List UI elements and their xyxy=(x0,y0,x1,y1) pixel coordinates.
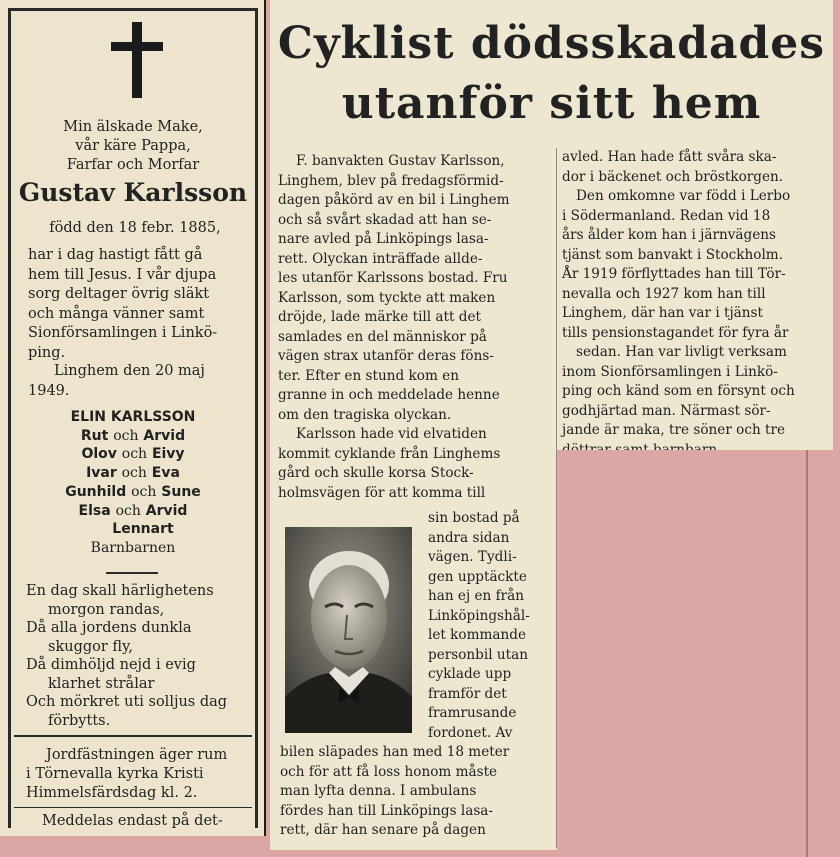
family-single: Lennart xyxy=(112,521,174,538)
article-line: i Södermanland. Redan vid 18 xyxy=(562,207,771,224)
poem-line: klarhet strålar xyxy=(48,675,155,692)
obituary-body xyxy=(28,246,240,364)
article-line: han ej en från xyxy=(428,588,525,604)
widow-name: ELIN KARLSSON xyxy=(70,409,196,425)
short-divider xyxy=(106,572,158,574)
article-column-1 xyxy=(278,152,510,503)
article-line: les utanför Karlssons bostad. Fru xyxy=(278,270,508,286)
article-line: man lyfta denna. I ambulans xyxy=(280,783,477,799)
poem-line: Då alla jordens dunkla xyxy=(26,620,192,636)
notice-line: Meddelas endast på det- xyxy=(42,813,223,829)
article-line: tills pensionstagandet för fyra år xyxy=(562,324,789,341)
body-line: sorg deltager övrig släkt xyxy=(28,286,210,303)
body-line: Sionförsamlingen i Linkö- xyxy=(28,325,218,342)
place-date-line: Linghem den 20 maj xyxy=(54,363,205,379)
grandchildren: Barnbarnen xyxy=(90,539,176,556)
funeral-line: Himmelsfärdsdag kl. 2. xyxy=(26,785,198,801)
funeral-notice xyxy=(26,746,248,803)
article-line: cyklade upp xyxy=(428,666,512,682)
article-line: gård och skulle korsa Stock- xyxy=(278,465,474,481)
poem-line: En dag skall härlighetens xyxy=(26,583,214,599)
article-line: nare avled på Linköpings lasa- xyxy=(278,231,489,247)
article-line: rett, där han senare på dagen xyxy=(280,822,486,838)
article-line: vägen. Tydli- xyxy=(428,549,517,565)
body-line: hem till Jesus. I vår djupa xyxy=(28,266,217,283)
family-pair: Gunhild och Sune xyxy=(65,483,201,500)
article-line: dor i bäckenet och bröstkorgen. xyxy=(562,168,784,185)
obituary-clipping xyxy=(0,0,266,836)
family-pair: Rut och Arvid xyxy=(80,427,186,444)
article-line: ter. Efter en stund kom en xyxy=(278,367,459,384)
article-line: dröjde, lade märke till att det xyxy=(278,309,481,325)
article-line: avled. Han hade fått svåra ska- xyxy=(562,149,777,165)
headline-line: Cyklist dödsskadades xyxy=(277,18,826,69)
article-line: vägen strax utanför deras föns- xyxy=(278,348,494,364)
funeral-line: Jordfästningen äger rum xyxy=(46,747,228,763)
article-line: samlades en del människor på xyxy=(278,328,487,345)
body-line: har i dag hastigt fått gå xyxy=(28,247,203,263)
article-line: Den omkomne var född i Lerbo xyxy=(576,188,791,204)
body-line: och många vänner samt xyxy=(28,305,205,322)
article-column-1-bottom xyxy=(280,743,509,841)
article-line: Karlsson, som tyckte att maken xyxy=(278,289,496,306)
deceased-name: Gustav Karlsson xyxy=(18,178,248,207)
article-line: granne in och meddelade henne xyxy=(278,387,500,403)
long-divider xyxy=(14,735,252,737)
article-line: framför det xyxy=(428,685,507,702)
article-line: ping och känd som en försynt och xyxy=(562,383,795,399)
headline-line: utanför sitt hem xyxy=(341,78,762,129)
intro-line: Farfar och Morfar xyxy=(66,157,200,173)
long-divider xyxy=(14,807,252,808)
place-date-line: 1949. xyxy=(28,382,70,399)
article-line: godhjärtad man. Närmast sör- xyxy=(562,402,771,419)
family-pair: Ivar och Eva xyxy=(86,465,180,482)
poem xyxy=(26,582,248,730)
place-date xyxy=(28,362,240,401)
birth-date: född den 18 febr. 1885, xyxy=(49,220,221,236)
article-line: Linghem, där han var i tjänst xyxy=(562,305,763,321)
article-line: År 1919 förflyttades han till Tör- xyxy=(562,266,786,282)
poem-line: förbytts. xyxy=(48,712,111,729)
article-line: och så svårt skadad att han se- xyxy=(278,211,492,228)
article-line: inom Sionförsamlingen i Linkö- xyxy=(562,363,778,380)
article-line: Linköpingshål- xyxy=(428,607,530,624)
article-line: F. banvakten Gustav Karlsson, xyxy=(296,153,505,169)
article-line: holmsvägen för att komma till xyxy=(278,484,486,501)
article-column-2 xyxy=(562,148,795,460)
poem-line: Då dimhöljd nejd i evig xyxy=(26,657,196,673)
body-line: ping. xyxy=(28,344,66,361)
article-line: års ålder kom han i järnvägens xyxy=(562,227,776,243)
article-line: och för att få loss honom måste xyxy=(280,763,498,780)
article-line: fördes han till Linköpings lasa- xyxy=(280,802,493,819)
family-pair: Olov och Eivy xyxy=(81,446,185,463)
article-line: framrusande xyxy=(428,705,517,721)
article-line: nevalla och 1927 kom han till xyxy=(562,285,766,302)
family-list xyxy=(10,408,256,558)
article-line: let kommande xyxy=(428,627,526,643)
article-line: rett. Olyckan inträffade allde- xyxy=(278,250,483,267)
article-line: sin bostad på xyxy=(428,510,520,526)
board-divider-line xyxy=(806,450,808,857)
article-line: personbil utan xyxy=(428,646,528,663)
article-line: jande är maka, tre söner och tre xyxy=(562,422,786,438)
article-column-narrow xyxy=(428,509,530,743)
article-line: kommit cyklande från Linghems xyxy=(278,445,501,462)
article-line: gen upptäckte xyxy=(428,568,527,585)
poem-line: Och mörkret uti solljus dag xyxy=(26,694,228,710)
intro-line: Min älskade Make, xyxy=(63,119,203,135)
article-line: tjänst som banvakt i Stockholm. xyxy=(562,246,784,263)
pink-board-visible xyxy=(557,450,840,857)
poem-line: skuggor fly, xyxy=(48,638,133,655)
intro-line: vår käre Pappa, xyxy=(75,138,191,154)
cross-icon xyxy=(111,22,163,98)
funeral-line: i Törnevalla kyrka Kristi xyxy=(26,766,204,782)
article-line: om den tragiska olyckan. xyxy=(278,406,452,423)
article-line: Karlsson hade vid elvatiden xyxy=(296,426,487,442)
article-line: andra sidan xyxy=(428,529,510,546)
portrait-photo xyxy=(285,527,412,733)
article-line: sedan. Han var livligt verksam xyxy=(576,344,787,360)
article-line: dagen påkörd av en bil i Linghem xyxy=(278,192,510,208)
family-pair: Elsa och Arvid xyxy=(78,502,188,519)
article-line: Linghem, blev på fredagsförmid- xyxy=(278,172,504,189)
poem-line: morgon randas, xyxy=(48,601,165,618)
article-line: bilen släpades han med 18 meter xyxy=(280,744,510,760)
article-line: fordonet. Av xyxy=(428,724,513,741)
